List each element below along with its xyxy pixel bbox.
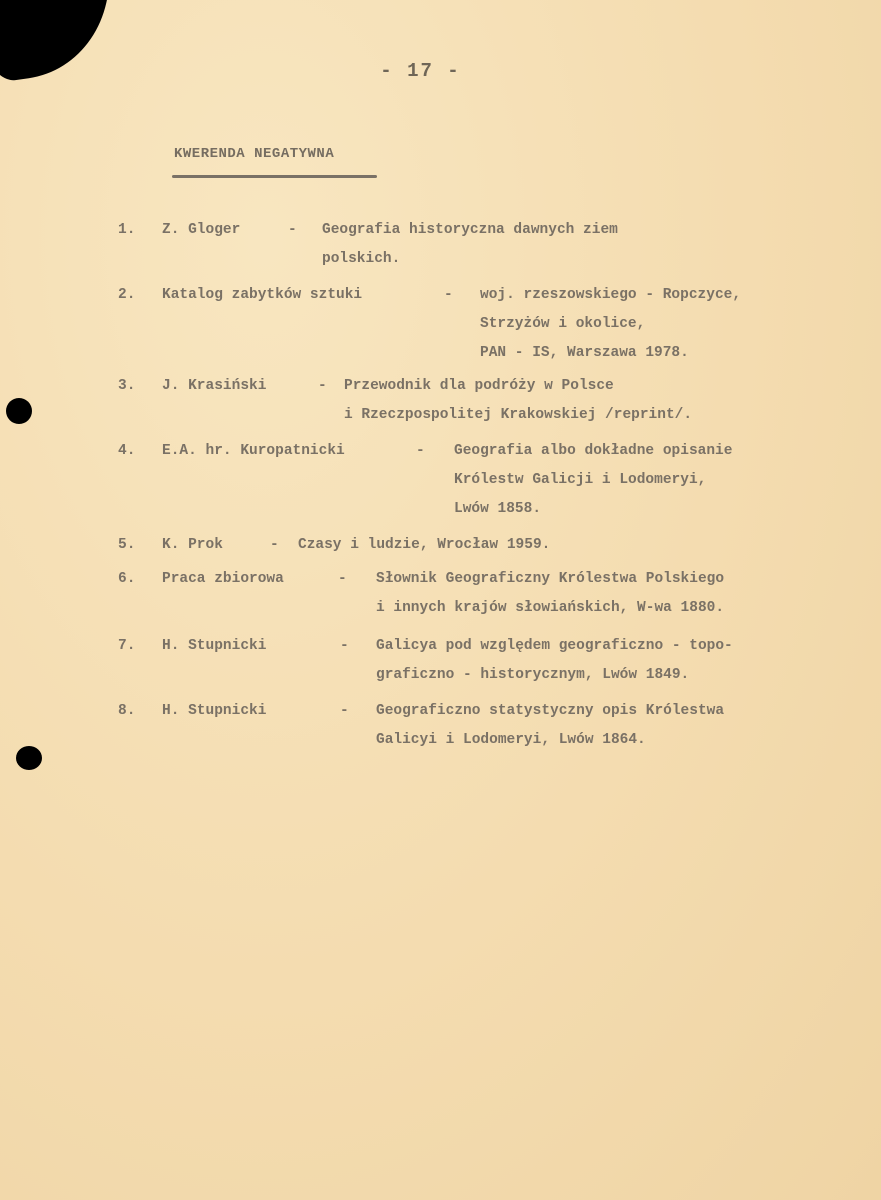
entry-number: 8. xyxy=(118,703,136,719)
entry-title-line: Geografia albo dokładne opisanie xyxy=(454,443,733,459)
entry-title-line: polskich. xyxy=(322,251,401,267)
entry-dash: - xyxy=(270,537,279,553)
entry-dash: - xyxy=(338,571,347,587)
entry-author: Praca zbiorowa xyxy=(162,571,284,587)
entry-dash: - xyxy=(416,443,425,459)
entry-title-line: Przewodnik dla podróży w Polsce xyxy=(344,378,614,394)
entry-author: J. Krasiński xyxy=(162,378,267,394)
punch-hole-lower xyxy=(16,746,42,770)
entry-number: 7. xyxy=(118,638,136,654)
entry-title xyxy=(376,697,724,755)
entry-number: 4. xyxy=(118,443,136,459)
entry-author: Z. Gloger xyxy=(162,222,241,238)
entry-title-line: Lwów 1858. xyxy=(454,501,542,517)
entry-author: H. Stupnicki xyxy=(162,638,267,654)
entry-title xyxy=(298,531,550,560)
punch-hole-upper xyxy=(6,398,32,424)
heading-underline xyxy=(172,175,377,178)
entry-title xyxy=(322,216,618,274)
entry-author: E.A. hr. Kuropatnicki xyxy=(162,443,345,459)
entry-title-line: PAN - IS, Warszawa 1978. xyxy=(480,345,689,361)
entry-dash: - xyxy=(340,638,349,654)
entry-title-line: Strzyżów i okolice, xyxy=(480,316,646,332)
entry-title-line: Galicyi i Lodomeryi, Lwów 1864. xyxy=(376,732,646,748)
entry-title-line: Słownik Geograficzny Królestwa Polskiego xyxy=(376,571,725,587)
entry-title-line: i innych krajów słowiańskich, W-wa 1880. xyxy=(376,600,725,616)
entry-title-line: Czasy i ludzie, Wrocław 1959. xyxy=(298,537,551,553)
entry-title xyxy=(454,437,732,524)
entry-title-line: Królestw Galicji i Lodomeryi, xyxy=(454,472,707,488)
entry-title-line: graficzno - historycznym, Lwów 1849. xyxy=(376,667,690,683)
entry-author: Katalog zabytków sztuki xyxy=(162,287,363,303)
entry-title xyxy=(376,632,733,690)
page-number: - 17 - xyxy=(380,60,461,82)
entry-title xyxy=(376,565,724,623)
entry-dash: - xyxy=(288,222,297,238)
entry-number: 2. xyxy=(118,287,136,303)
entry-number: 6. xyxy=(118,571,136,587)
entry-number: 3. xyxy=(118,378,136,394)
entry-title xyxy=(344,372,692,430)
section-heading: KWERENDA NEGATYWNA xyxy=(174,146,335,162)
entry-number: 5. xyxy=(118,537,136,553)
entry-author: H. Stupnicki xyxy=(162,703,267,719)
entry-title xyxy=(480,281,741,368)
entry-author: K. Prok xyxy=(162,537,223,553)
entry-dash: - xyxy=(318,378,327,394)
entry-title-line: i Rzeczpospolitej Krakowskiej /reprint/. xyxy=(344,407,693,423)
entry-dash: - xyxy=(340,703,349,719)
entry-title-line: woj. rzeszowskiego - Ropczyce, xyxy=(480,287,742,303)
entry-title-line: Geograficzno statystyczny opis Królestwa xyxy=(376,703,725,719)
entry-dash: - xyxy=(444,287,453,303)
entry-title-line: Geografia historyczna dawnych ziem xyxy=(322,222,618,238)
entry-number: 1. xyxy=(118,222,136,238)
entry-title-line: Galicya pod względem geograficzno - topo- xyxy=(376,638,733,654)
